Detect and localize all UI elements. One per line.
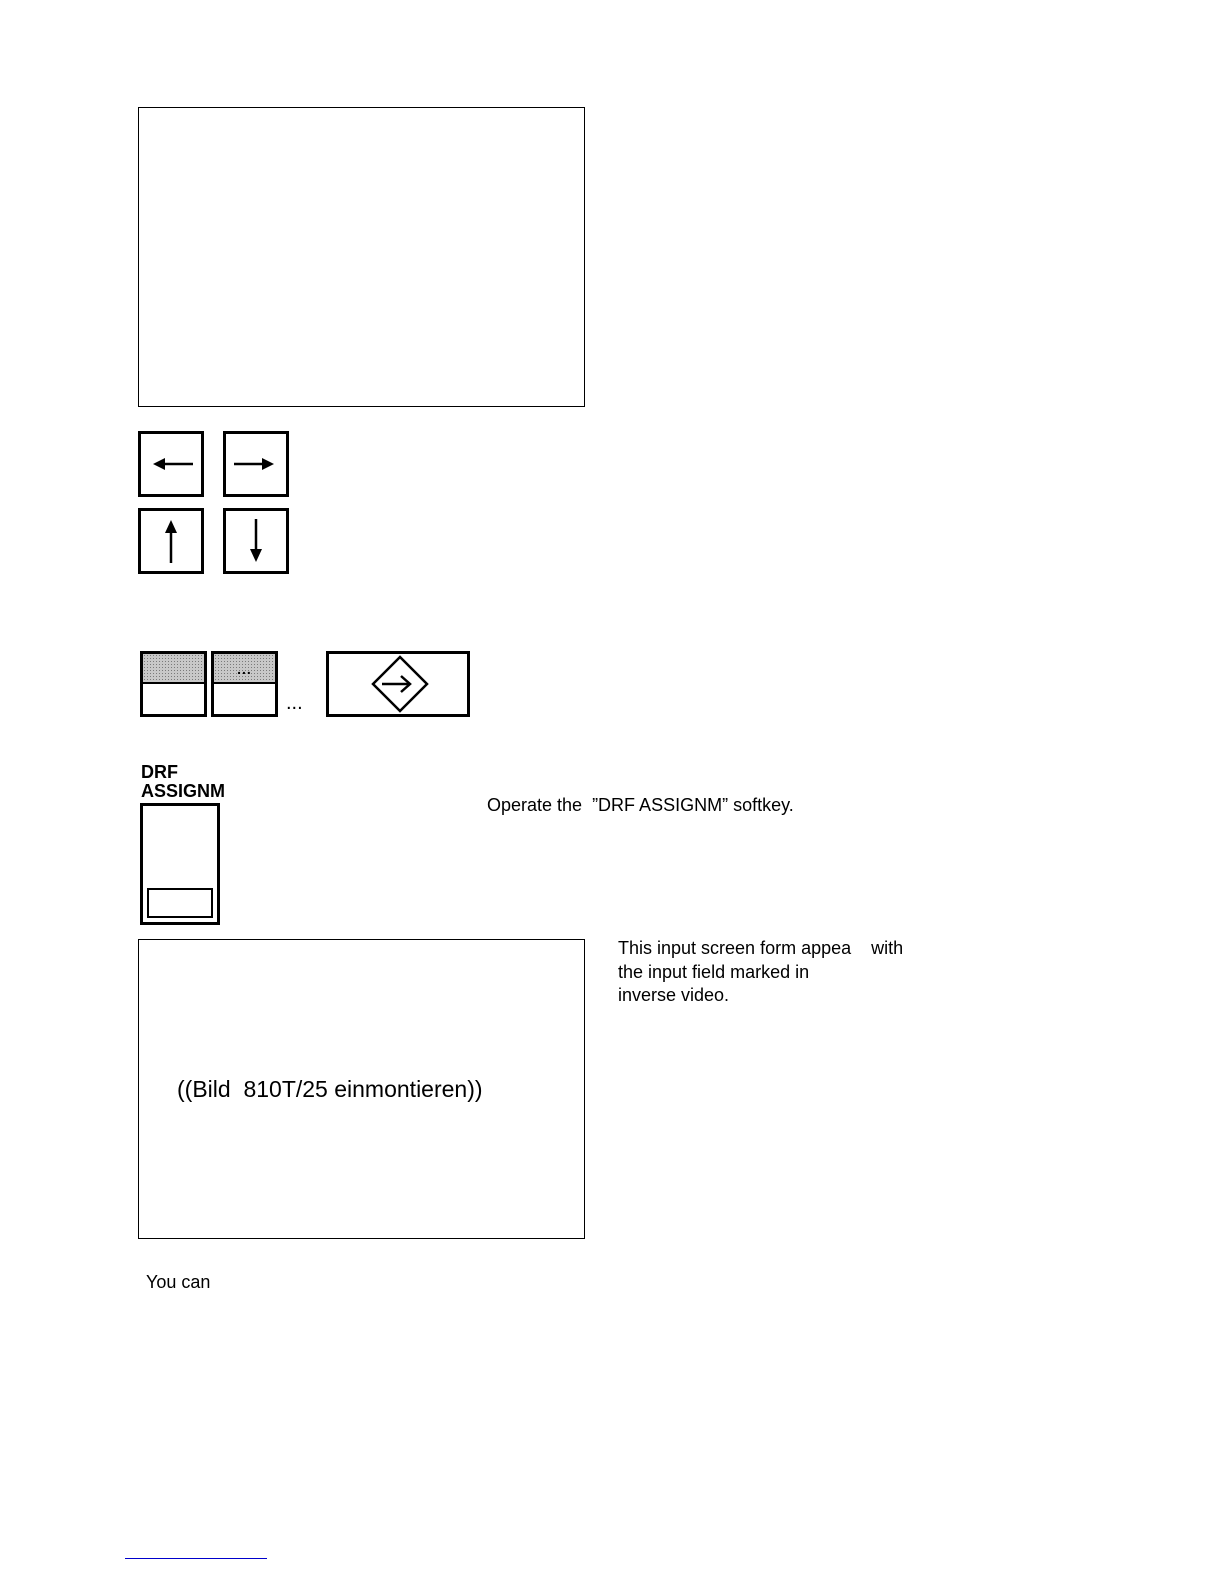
softkey-dots: ... [237,661,252,677]
vertical-softkey-1[interactable] [140,651,207,717]
footnote-separator [125,1558,267,1559]
description-line-3: inverse video. [618,985,730,1005]
instruction-operate-softkey: Operate the ”DRF ASSIGNM” softkey. [487,795,794,815]
ellipsis: ... [286,692,303,714]
screen-frame-top [138,107,585,407]
arrow-up-icon [141,511,201,571]
softkey-shaded-area [143,654,204,684]
arrow-right-icon [226,434,286,494]
softkey-inner-frame [147,888,213,918]
arrow-down-icon [226,511,286,571]
description-line-2: the input field marked in [618,961,810,982]
cursor-left-key[interactable] [138,431,204,497]
input-key[interactable] [326,651,470,717]
cursor-up-key[interactable] [138,508,204,574]
vertical-softkey-more[interactable] [211,651,278,717]
drf-label-line-1: DRF [141,762,178,782]
footer-text: You can [146,1272,211,1292]
cursor-right-key[interactable] [223,431,289,497]
drf-label-line-2: ASSIGNM [141,781,226,801]
drf-assignm-label [141,763,225,801]
cursor-down-key[interactable] [223,508,289,574]
input-form-description [618,937,903,1008]
screen-frame-input-form [138,939,585,1239]
input-diamond-arrow-icon [329,654,467,714]
arrow-left-icon [141,434,201,494]
drf-assignm-softkey[interactable] [140,803,220,925]
screen-image-placeholder: ((Bild 810T/25 einmontieren)) [177,1076,483,1102]
description-line-1: This input screen form appea with [618,938,904,958]
